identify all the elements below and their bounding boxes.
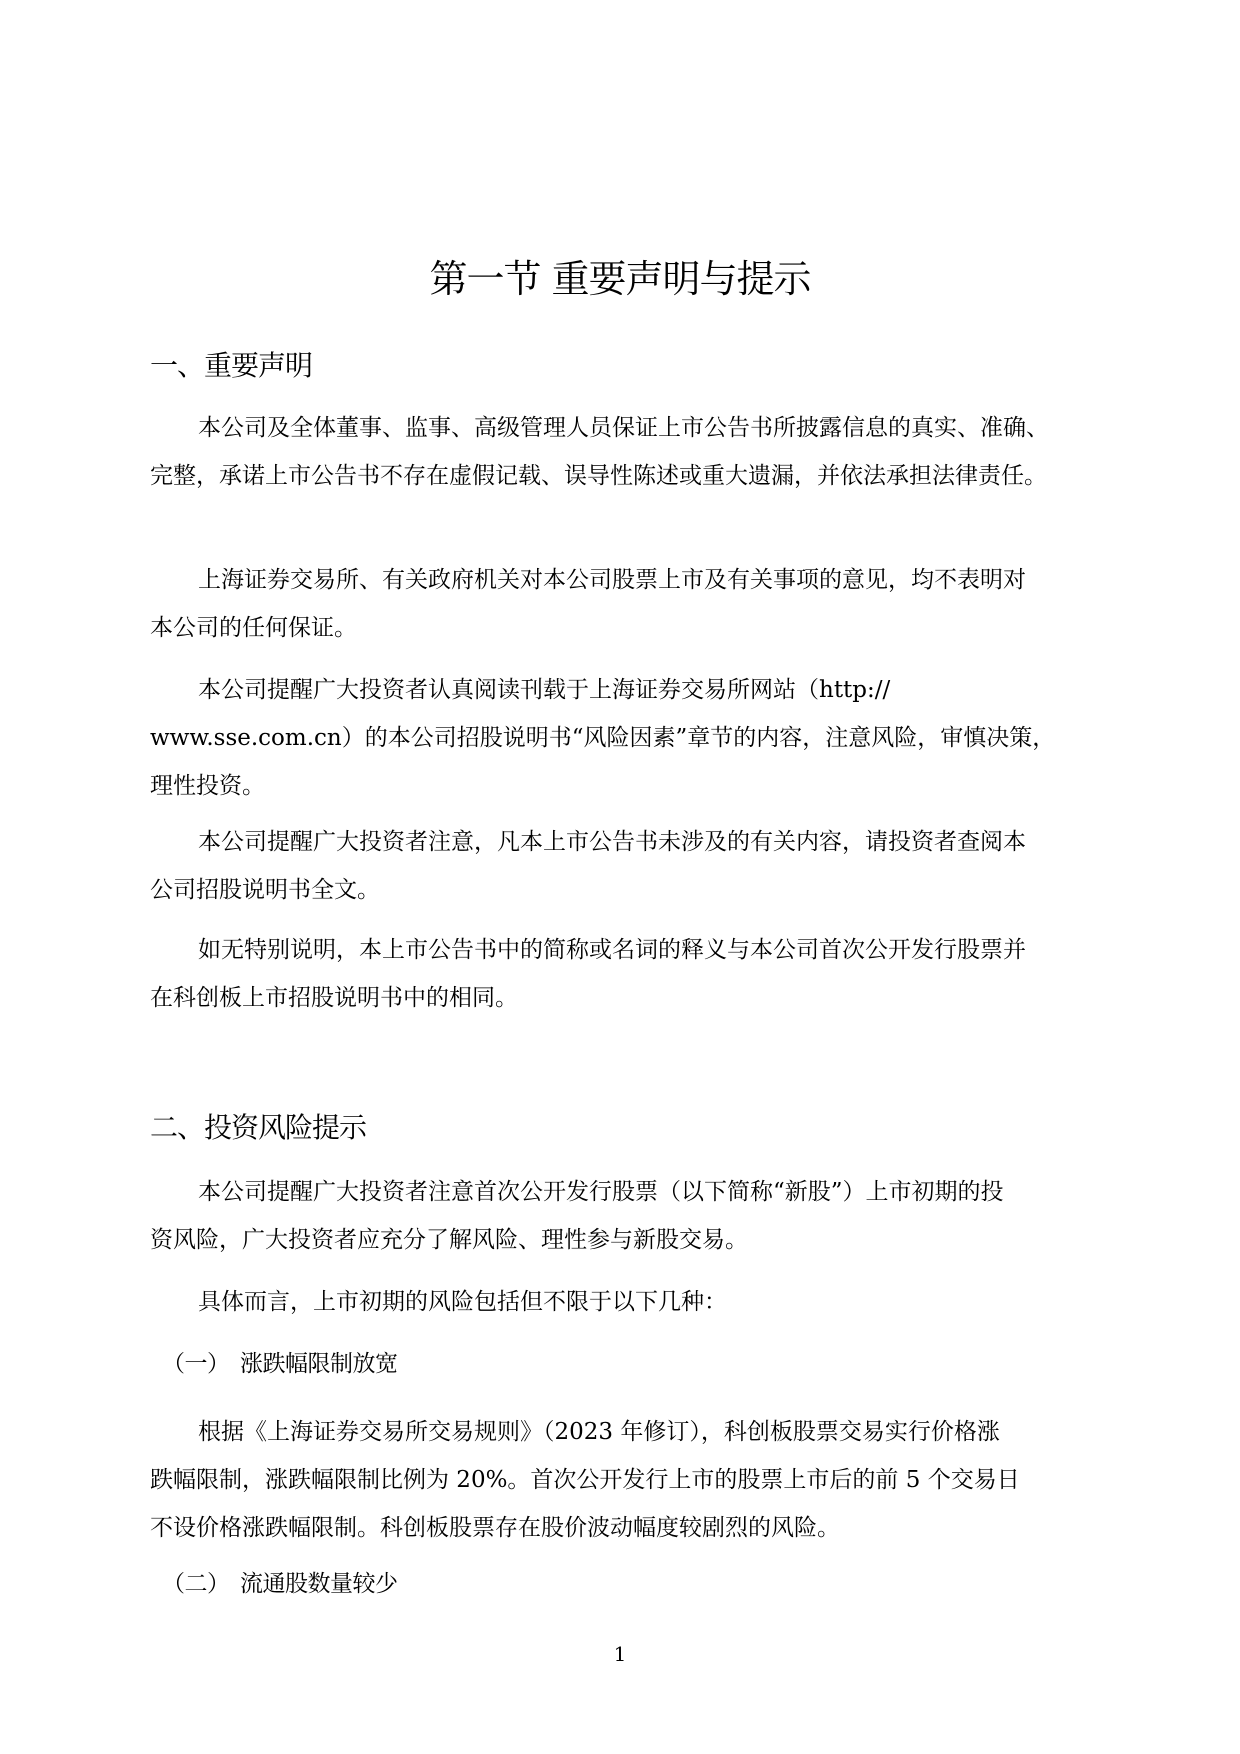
text-line: 根据《上海证券交易所交易规则》（2023 年修订），科创板股票交易实行价格涨: [198, 1419, 1000, 1445]
text-line: 本公司的任何保证。: [150, 615, 357, 641]
paragraph-statement-5: [150, 926, 1110, 1022]
text-line: 如无特别说明，本上市公告书中的简称或名词的释义与本公司首次公开发行股票并: [198, 937, 1026, 963]
paragraph-statement-3: [150, 666, 1110, 810]
text-line: 本公司及全体董事、监事、高级管理人员保证上市公告书所披露信息的真实、准确、: [198, 415, 1049, 441]
subsection-heading-price-limit: [162, 1347, 398, 1381]
paragraph-risk-1: [150, 1168, 1110, 1264]
paragraph-statement-1: [150, 404, 1110, 500]
page-title: 第一节 重要声明与提示: [429, 257, 811, 301]
text-line: 上海证券交易所、有关政府机关对本公司股票上市及有关事项的意见，均不表明对: [198, 567, 1026, 593]
subsection-title: 流通股数量较少: [240, 1571, 398, 1597]
subsection-heading-float-shares: [162, 1567, 398, 1601]
text-line: www.sse.com.cn）的本公司招股说明书“风险因素”章节的内容，注意风险，审慎决策，: [150, 725, 1056, 751]
subsection-number: （二）: [162, 1571, 230, 1597]
text-line: 不设价格涨跌幅限制。科创板股票存在股价波动幅度较剧烈的风险。: [150, 1515, 840, 1541]
text-line: 理性投资。: [150, 773, 265, 799]
paragraph-statement-2: [150, 556, 1110, 652]
page-number: 1: [613, 1642, 627, 1666]
text-line: 公司招股说明书全文。: [150, 877, 380, 903]
text-line: 本公司提醒广大投资者注意，凡本上市公告书未涉及的有关内容，请投资者查阅本: [198, 829, 1026, 855]
paragraph-statement-4: [150, 818, 1110, 914]
subsection-title: 涨跌幅限制放宽: [240, 1351, 398, 1377]
paragraph-price-limit: [150, 1408, 1110, 1552]
text-line: 本公司提醒广大投资者认真阅读刊载于上海证券交易所网站（http://: [198, 677, 891, 703]
section-heading-investment-risk: 二、投资风险提示: [150, 1111, 367, 1144]
text-line: 具体而言，上市初期的风险包括但不限于以下几种：: [198, 1289, 727, 1315]
paragraph-risk-2: [150, 1278, 1110, 1326]
text-line: 在科创板上市招股说明书中的相同。: [150, 985, 518, 1011]
text-line: 资风险，广大投资者应充分了解风险、理性参与新股交易。: [150, 1227, 748, 1253]
section-heading-important-statement: 一、重要声明: [150, 349, 313, 382]
text-line: 本公司提醒广大投资者注意首次公开发行股票（以下简称“新股”）上市初期的投: [198, 1179, 1004, 1205]
subsection-number: （一）: [162, 1351, 230, 1377]
text-line: 完整，承诺上市公告书不存在虚假记载、误导性陈述或重大遗漏，并依法承担法律责任。: [150, 463, 1047, 489]
text-line: 跌幅限制，涨跌幅限制比例为 20%。首次公开发行上市的股票上市后的前 5 个交易日: [150, 1467, 1020, 1493]
